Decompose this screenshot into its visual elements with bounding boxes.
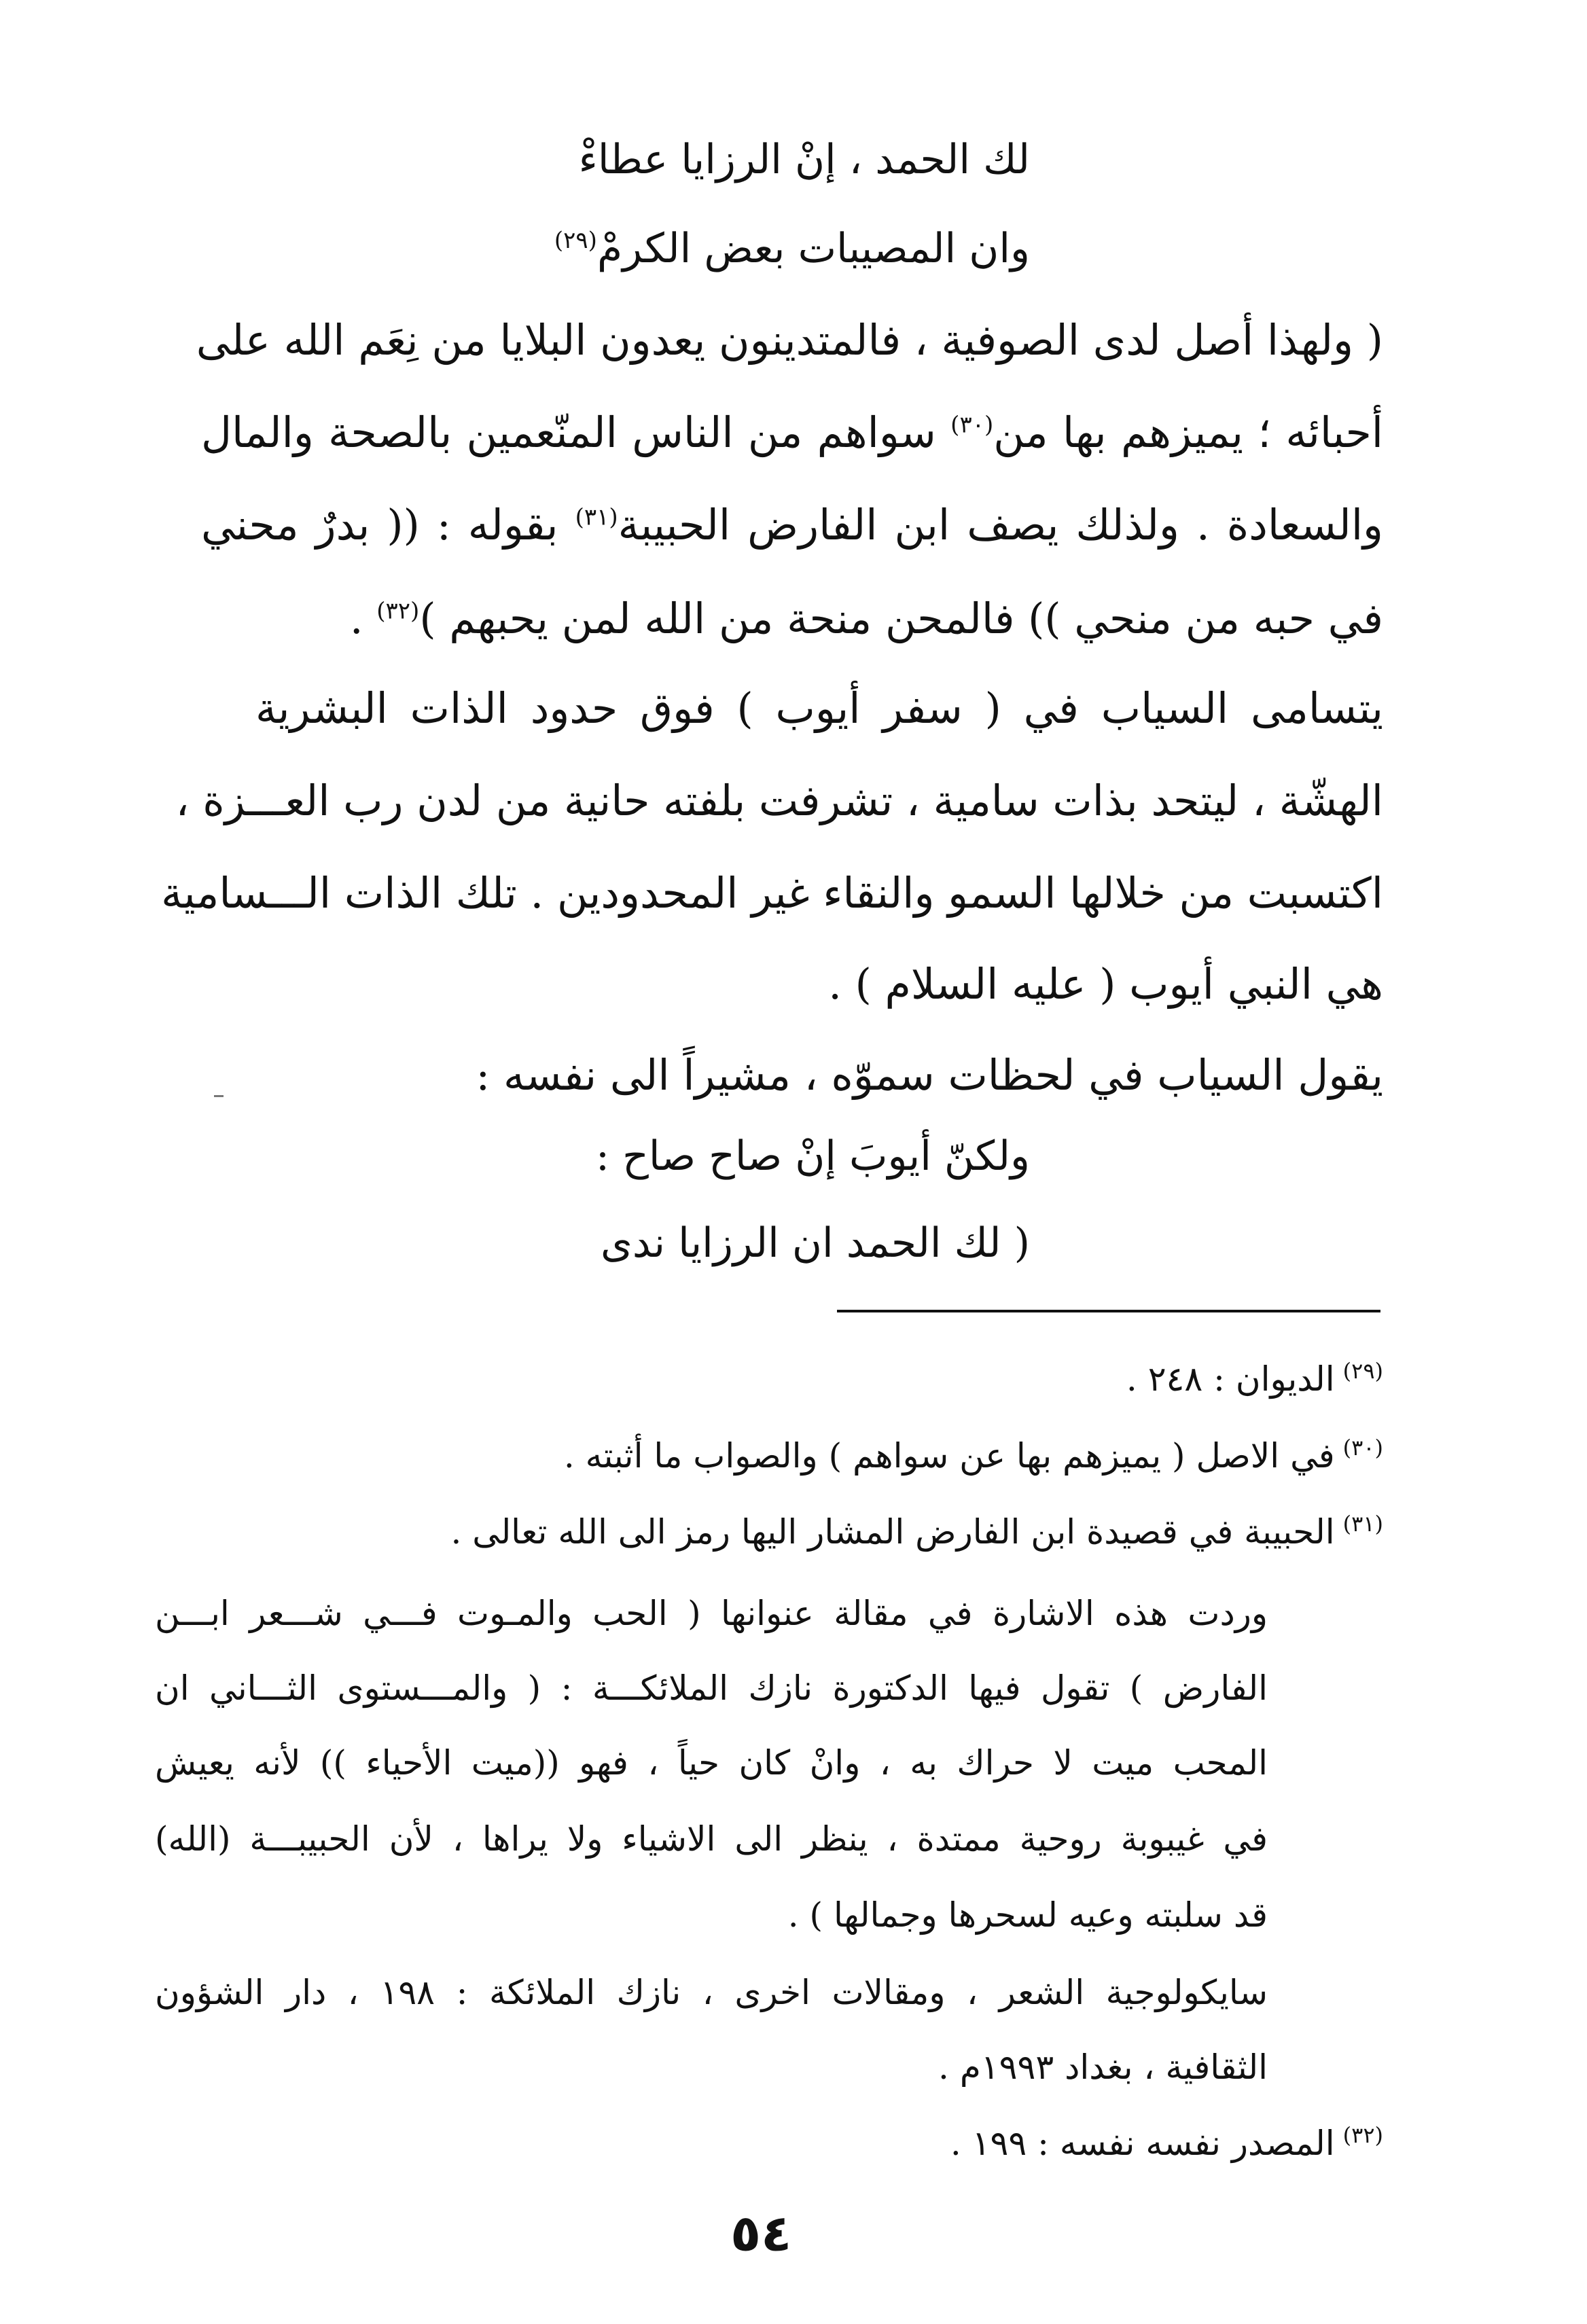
para2-line-4: هي النبي أيوب ( عليه السلام ) .	[828, 959, 1383, 1009]
verse-line-4: ( لك الحمد ان الرزايا ندى	[600, 1219, 1030, 1267]
para1-line-3	[201, 500, 1383, 550]
footnote-30-text: في الاصل ( يميزهم بها عن سواهم ) والصواب ما أثبته .	[563, 1436, 1335, 1476]
para1-line-2	[201, 408, 1384, 457]
footnote-31-cont-3: المحب ميت لا حراك به ، وانْ كان حياً ، فهو ((ميت الأحياء )) لأنه يعيش	[155, 1743, 1268, 1783]
scan-speck	[214, 1095, 224, 1097]
verse-line-2	[554, 225, 1030, 272]
footnote-29-text: الديوان : ٢٤٨ .	[1126, 1359, 1335, 1399]
footnote-32-number: (٣٢)	[1342, 2122, 1383, 2149]
footnote-ref-30: (٣٠)	[950, 411, 994, 439]
para2-line-2: الهشّة ، ليتحد بذات سامية ، تشرفت بلفته حانية من لدن رب العـــزة ،	[175, 776, 1383, 825]
para2-line-1: يتسامى السياب في ( سفر أيوب ) فوق حدود الذات البشرية	[255, 683, 1383, 733]
para1-line-2-a: أحبائه ؛ يميزهم بها من	[993, 408, 1384, 457]
para2-line-3: اكتسبت من خلالها السمو والنقاء غير المحدودين . تلك الذات الـــسامية	[161, 868, 1383, 918]
footnote-31-cont-5: قد سلبته وعيه لسحرها وجمالها ) .	[787, 1895, 1268, 1935]
para3-line: يقول السياب في لحظات سموّه ، مشيراً الى نفسه :	[476, 1050, 1383, 1100]
footnote-32-text: المصدر نفسه نفسه : ١٩٩ .	[950, 2124, 1335, 2163]
footnote-31-cont-1: وردت هذه الاشارة في مقالة عنوانها ( الحب والمـوت فـــي شـــعر ابـــن	[155, 1594, 1268, 1633]
footnote-31-cont-6: سايكولوجية الشعر ، ومقالات اخرى ، نازك الملائكة : ١٩٨ ، دار الشؤون	[155, 1973, 1268, 2012]
footnote-31-number: (٣١)	[1342, 1511, 1383, 1537]
para1-line-4	[201, 594, 1383, 643]
footnote-29-number: (٢٩)	[1342, 1358, 1383, 1384]
footnote-32	[950, 2122, 1383, 2163]
para1-line-2-b: سواهم من الناس المنّعمين بالصحة والمال	[201, 408, 951, 457]
para1-line-3-b: بقوله : (( بدرٌ محني	[201, 500, 575, 550]
para1-line-1: ( ولهذا أصل لدى الصوفية ، فالمتدينون يعدون البلايا من نِعَم الله على	[196, 315, 1383, 365]
verse-line-1-text: لك الحمد ، إنْ الرزايا عطاءْ	[578, 136, 1030, 183]
verse-line-3: ولكنّ أيوبَ إنْ صاح صاح :	[595, 1132, 1030, 1180]
footnote-ref-29: (٢٩)	[554, 227, 597, 254]
footnote-31-cont-2: الفارض ) تقول فيها الدكتورة نازك الملائكـــة : ( والمـــستوى الثـــاني ان	[155, 1668, 1268, 1708]
footnote-30	[563, 1435, 1383, 1476]
footnote-ref-32: (٣٢)	[376, 597, 420, 625]
footnote-ref-31: (٣١)	[575, 503, 618, 531]
verse-line-2-text: وان المصيبات بعض الكرمْ	[596, 225, 1030, 272]
footnote-31	[450, 1511, 1383, 1552]
footnote-31-cont-4: في غيبوبة روحية ممتدة ، ينظر الى الاشياء ولا يراها ، لأن الحبيبـــة (الله)	[155, 1819, 1268, 1859]
para1-line-4-b: .	[349, 594, 377, 643]
para1-line-3-a: والسعادة . ولذلك يصف ابن الفارض الحبيبة	[618, 500, 1383, 550]
footnote-29	[1126, 1358, 1383, 1399]
page-number: ٥٤	[730, 2204, 792, 2263]
footnote-30-number: (٣٠)	[1342, 1435, 1383, 1461]
footnote-31-text: الحبيبة في قصيدة ابن الفارض المشار اليها رمز الى الله تعالى .	[450, 1512, 1335, 1552]
para1-line-4-a: في حبه من منحي )) فالمحن منحة من الله لمن يحبهم )	[419, 594, 1383, 643]
footnote-31-cont-7: الثقافية ، بغداد ١٩٩٣م .	[938, 2048, 1268, 2087]
footnote-separator	[837, 1310, 1380, 1312]
verse-line-1	[578, 136, 1030, 183]
